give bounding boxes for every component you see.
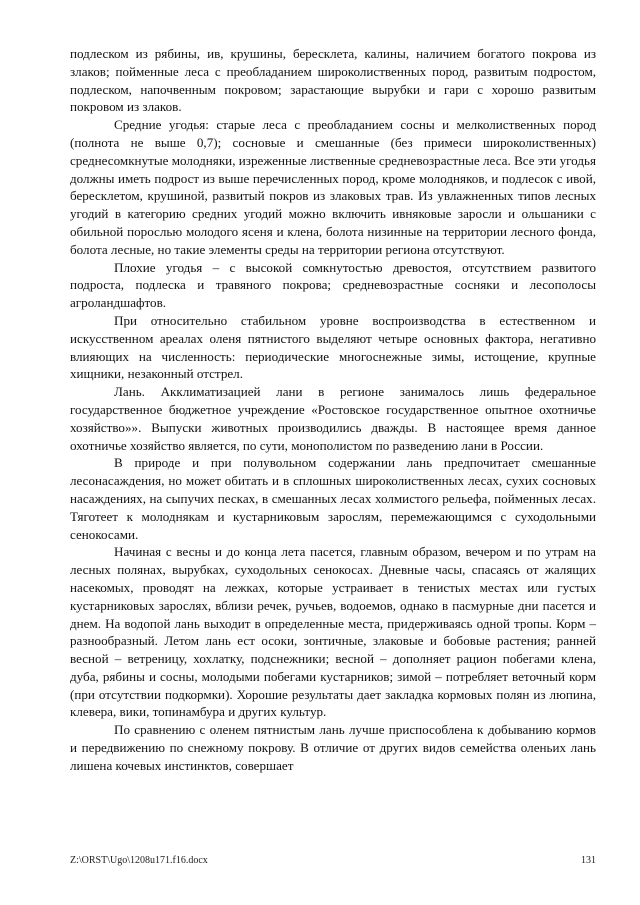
file-path: Z:\ORST\Ugo\1208u171.f16.docx — [70, 855, 208, 866]
page-number: 131 — [581, 855, 596, 866]
paragraph-8: По сравнению с оленем пятнистым лань лучше приспособлена к добыванию кормов и передвижению по снежному покрову. В отличие от других видов семейства оленьих лань лишена кочевых инстинктов, совершает — [70, 722, 596, 773]
paragraph-3: Плохие угодья – с высокой сомкнутостью древостоя, отсутствием развитого подроста, подлеска и травяного покрова; средневозрастные сосняки и лесополосы агроландшафтов. — [70, 259, 596, 311]
paragraph-4: При относительно стабильном уровне воспроизводства в естественном и искусственном ареалах оленя пятнистого выделяют четыре основных фактора, негативно влияющих на численность: периодические многоснежные зимы, истощение, крупные хищники, незаконный отстрел. — [70, 312, 596, 382]
body-text — [70, 45, 596, 775]
paragraph-2: Средние угодья: старые леса с преобладанием сосны и мелколиственных пород (полнота не выше 0,7); сосновые и смешанные (без примеси широколиственных) среднесомкнутые молодняки, изреженные лиственные средневозрастные леса. Все эти угодья должны иметь подрост из выше перечисленных пород, кроме молодняков, и подлесок с ивой, бересклетом, крушиной, развитый покров из злаковых трав. Из увлажненных типов лесных угодий в категорию средних угодий можно включить ивняковые заросли и ольшаники с обильной порослью молодого ясеня и клена, болота низинные на территории лесного фонда, болота лесные, но такие элементы среды на территории региона отсутствуют. — [70, 117, 596, 257]
paragraph-6: В природе и при полувольном содержании лань предпочитает смешанные лесонасаждения, но может обитать и в сплошных широколиственных лесах, сухих сосновых насаждениях, на сыпучих песках, в смешанных лесах холмистого рельефа, пойменных лесах. Тяготеет к молоднякам и кустарниковым зарослям, перемежающимся с суходольными сенокосами. — [70, 455, 596, 542]
paragraph-1: подлеском из рябины, ив, крушины, бересклета, калины, наличием богатого покрова из злаков; пойменные леса с преобладанием широколиственных пород, развитым подростом, подлеском, напочвенным покровом; зарастающие вырубки и гари с хорошо развитым покровом из злаков. — [70, 46, 596, 115]
paragraph-5: Лань. Акклиматизацией лани в регионе занималось лишь федеральное государственное бюджетное учреждение «Ростовское государственное опытное охотничье хозяйство»». Выпуски животных производились дважды. В настоящее время данное охотничье хозяйство является, по сути, монополистом по разведению лани в России. — [70, 384, 596, 453]
paragraph-7: Начиная с весны и до конца лета пасется, главным образом, вечером и по утрам на лесных полянах, вырубках, суходольных сенокосах. Дневные часы, спасаясь от жалящих насекомых, проводят на лежках, которые устраивает в тенистых местах или густых кустарниковых зарослях, вблизи речек, ручьев, водоемов, однако в пасмурные дни пасется и днем. На водопой лань выходит в определенные места, придерживаясь одной тропы. Корм – разнообразный. Летом лань ест осоки, зонтичные, злаковые и бобовые растения; ранней весной – ветреницу, хохлатку, подснежники; весной – дополняет рацион побегами клена, дуба, рябины и сосны, молодыми побегами кустарников; зимой – потребляет веточный корм (при отсутствии подкормки). Хорошие результаты дает закладка кормовых полян из люпина, клевера, вики, топинамбура и других культур. — [70, 544, 596, 720]
